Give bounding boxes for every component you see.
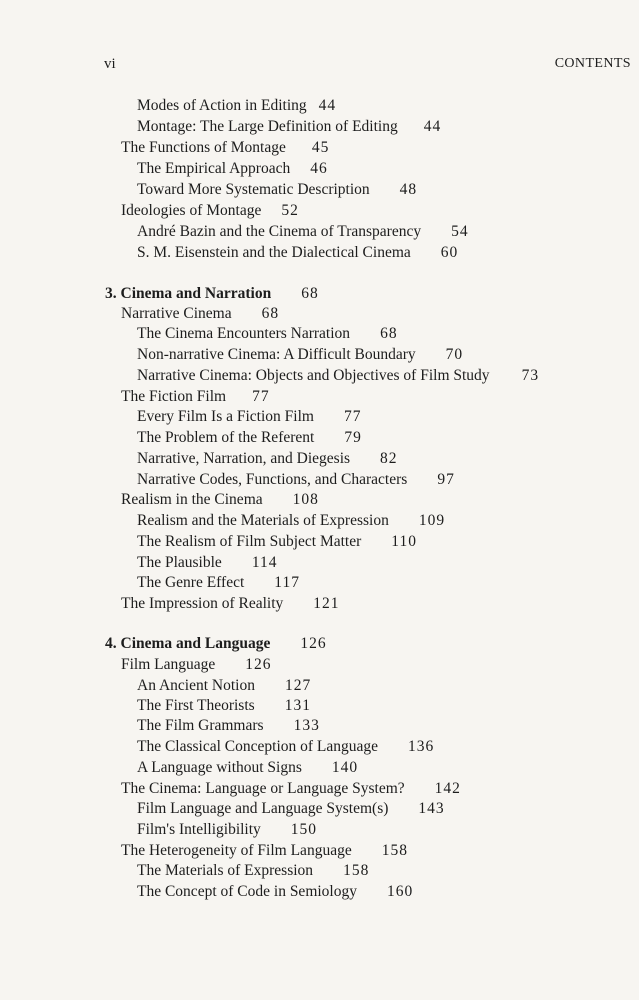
toc-entry-title: The Materials of Expression: [137, 862, 314, 879]
toc-entry-page: 131: [284, 697, 311, 714]
toc-entry: [137, 244, 458, 262]
toc-entry-title: The Realism of Film Subject Matter: [137, 533, 362, 550]
toc-entry: [121, 780, 461, 798]
toc-entry-page: 114: [251, 554, 278, 571]
toc-entry: [137, 821, 317, 839]
toc-entry: [121, 202, 299, 220]
toc-entry-title: The Fiction Film: [121, 388, 227, 405]
toc-entry: [137, 883, 413, 901]
toc-entry-title: Film's Intelligibility: [137, 821, 261, 838]
toc-entry-title: The Cinema: Language or Language System?: [121, 780, 405, 797]
toc-entry-title: Realism and the Materials of Expression: [137, 512, 389, 529]
toc-entry-title: An Ancient Notion: [137, 677, 255, 694]
toc-entry-page: 143: [418, 800, 445, 817]
toc-entry: [137, 429, 362, 447]
toc-entry: [137, 512, 445, 530]
toc-entry-title: The Functions of Montage: [121, 139, 286, 156]
toc-entry-page: 160: [386, 883, 414, 900]
toc-entry: [137, 97, 336, 115]
chapter-title: 3. Cinema and Narration: [105, 285, 272, 302]
toc-entry: [121, 491, 319, 509]
toc-entry: [137, 862, 369, 880]
toc-entry: [137, 181, 417, 199]
toc-entry-title: Film Language and Language System(s): [137, 800, 389, 817]
toc-entry-title: Non-narrative Cinema: A Difficult Boundary: [137, 346, 416, 363]
toc-entry-title: The Genre Effect: [137, 574, 245, 591]
toc-entry: [137, 697, 311, 715]
toc-entry-page: 108: [292, 491, 319, 508]
toc-entry-title: Modes of Action in Editing: [137, 97, 307, 114]
toc-entry-page: 77: [343, 408, 362, 425]
toc-entry-title: S. M. Eisenstein and the Dialectical Cinema: [137, 244, 411, 261]
toc-entry-page: 46: [310, 160, 328, 177]
toc-entry: [137, 574, 300, 592]
toc-entry-page: 45: [311, 139, 330, 156]
toc-entry-title: Ideologies of Montage: [121, 202, 262, 219]
toc-entry-page: 127: [284, 677, 312, 694]
toc-entry: [137, 800, 445, 818]
toc-entry-title: Narrative Cinema: [121, 305, 232, 322]
toc-entry-page: 44: [318, 97, 337, 114]
toc-entry-title: Toward More Systematic Description: [137, 181, 370, 198]
toc-entry-page: 133: [293, 717, 320, 734]
toc-entry: [137, 554, 278, 572]
toc-entry-page: 158: [381, 842, 408, 859]
toc-entry-page: 121: [313, 595, 340, 612]
toc-entry-title: The Plausible: [137, 554, 222, 571]
toc-entry-page: 109: [418, 512, 446, 529]
toc-entry-page: 142: [434, 780, 461, 797]
toc-entry-page: 52: [281, 202, 299, 219]
toc-entry: [137, 738, 434, 756]
chapter-page: 126: [300, 635, 327, 652]
toc-entry-page: 140: [331, 759, 359, 776]
chapter-heading: [105, 635, 327, 653]
page-number: vi: [104, 56, 116, 72]
toc-entry-page: 44: [423, 118, 442, 135]
toc-entry-page: 126: [245, 656, 272, 673]
toc-entry-title: The Classical Conception of Language: [137, 738, 379, 755]
toc-entry-page: 110: [391, 533, 417, 550]
toc-entry-page: 117: [274, 574, 300, 591]
toc-entry-page: 48: [399, 181, 418, 198]
toc-entry: [137, 223, 469, 241]
running-title: CONTENTS: [554, 56, 631, 71]
toc-entry-page: 136: [408, 738, 435, 755]
chapter-title: 4. Cinema and Language: [105, 635, 271, 652]
toc-entry-title: Narrative Codes, Functions, and Characters: [137, 471, 408, 488]
toc-entry-page: 97: [437, 471, 455, 488]
toc-entry-title: Narrative Cinema: Objects and Objectives of Film Study: [137, 367, 490, 384]
toc-entry: [137, 717, 320, 735]
toc-entry: [137, 450, 398, 468]
toc-entry: [137, 118, 441, 136]
toc-entry-title: Montage: The Large Definition of Editing: [137, 118, 398, 135]
toc-entry: [121, 139, 329, 157]
toc-entry-title: The Problem of the Referent: [137, 429, 315, 446]
toc-entry: [137, 367, 539, 385]
toc-entry-title: The Film Grammars: [137, 717, 264, 734]
toc-entry: [121, 595, 340, 613]
toc-entry: [137, 408, 361, 426]
toc-entry-page: 158: [343, 862, 370, 879]
toc-entry: [121, 656, 272, 674]
toc-entry-title: The Empirical Approach: [137, 160, 291, 177]
toc-entry-page: 70: [445, 346, 464, 363]
toc-entry-title: The Concept of Code in Semiology: [137, 883, 357, 900]
toc-entry-title: The Cinema Encounters Narration: [137, 325, 351, 342]
toc-entry: [137, 759, 358, 777]
chapter-heading: [105, 285, 319, 303]
toc-entry-page: 82: [380, 450, 398, 467]
toc-entry: [137, 325, 398, 343]
chapter-page: 68: [301, 285, 319, 302]
toc-entry-title: André Bazin and the Cinema of Transparency: [137, 223, 422, 240]
toc-entry: [121, 842, 408, 860]
toc-entry-page: 54: [451, 223, 469, 240]
toc-entry-title: The Impression of Reality: [121, 595, 284, 612]
toc-entry-page: 73: [521, 367, 540, 384]
toc-entry: [137, 533, 417, 551]
toc-entry-page: 150: [290, 821, 318, 838]
toc-entry: [137, 346, 463, 364]
toc-entry-title: Every Film Is a Fiction Film: [137, 408, 314, 425]
toc-entry-page: 60: [440, 244, 459, 261]
toc-entry-page: 77: [252, 388, 270, 405]
toc-entry-page: 79: [344, 429, 362, 446]
toc-entry: [137, 160, 328, 178]
toc-entry-page: 68: [380, 325, 398, 342]
toc-entry-page: 68: [261, 305, 280, 322]
toc-entry: [137, 471, 455, 489]
toc-entry-title: Realism in the Cinema: [121, 491, 263, 508]
toc-entry-title: Narrative, Narration, and Diegesis: [137, 450, 351, 467]
toc-entry-title: A Language without Signs: [137, 759, 302, 776]
toc-entry: [121, 388, 270, 406]
toc-entry-title: The First Theorists: [137, 697, 255, 714]
toc-entry-title: The Heterogeneity of Film Language: [121, 842, 352, 859]
toc-entry: [137, 677, 311, 695]
toc-entry: [121, 305, 279, 323]
toc-entry-title: Film Language: [121, 656, 216, 673]
